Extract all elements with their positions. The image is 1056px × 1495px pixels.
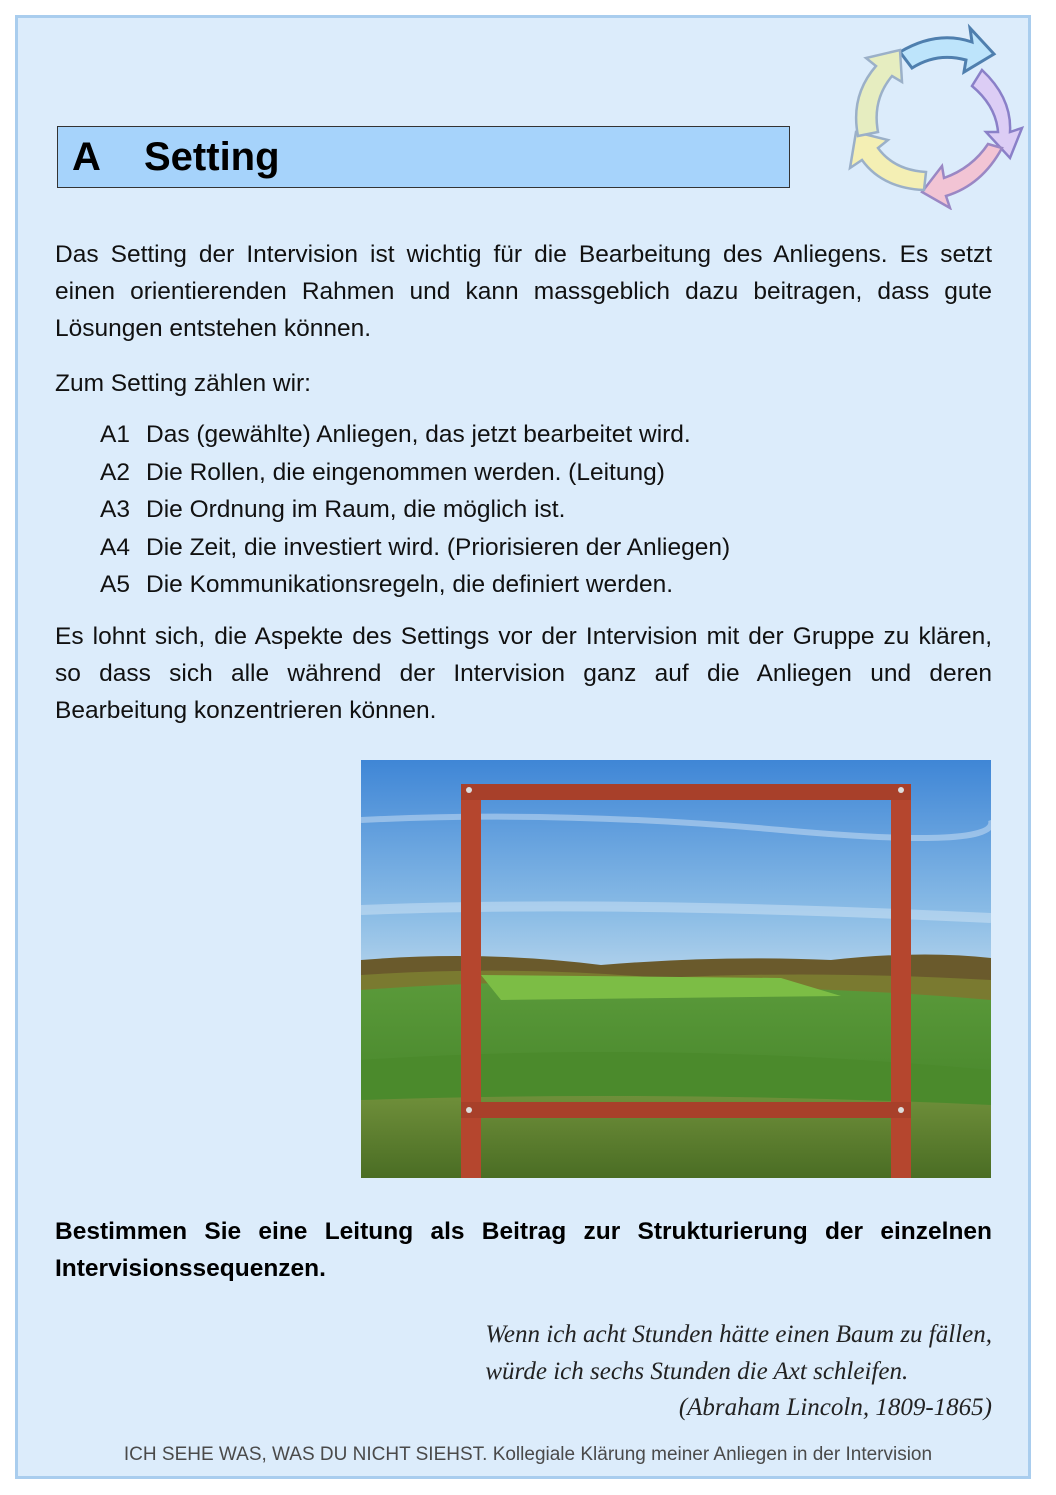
item-text: Die Ordnung im Raum, die möglich ist. [146, 496, 566, 523]
frame-landscape-photo [361, 760, 991, 1178]
item-text: Die Rollen, die eingenommen werden. (Leitung) [146, 458, 665, 486]
leadership-note: Bestimmen Sie eine Leitung als Beitrag zur Strukturierung der einzelnen Intervisionssequenzen. [55, 1218, 992, 1282]
intro-paragraph: Das Setting der Intervision ist wichtig für die Bearbeitung des Anliegens. Es setzt einen orientierenden Rahmen und kann massgeblich dazu beitragen, dass gute Lösungen entstehen können. [55, 241, 992, 342]
item-text: Die Kommunikationsregeln, die definiert werden. [146, 571, 674, 598]
lincoln-quote [485, 1317, 992, 1427]
section-heading [57, 126, 790, 188]
item-code: A5 [100, 571, 130, 598]
footer: ICH SEHE WAS, WAS DU NICHT SIEHST. Kollegiale Klärung meiner Anliegen in der Intervision [123, 1444, 933, 1465]
list-item [100, 566, 980, 604]
list-item [100, 454, 980, 492]
quote-attribution: (Abraham Lincoln, 1809-1865) [678, 1394, 992, 1421]
setting-list [100, 416, 980, 604]
item-code: A4 [100, 533, 130, 561]
outro-paragraph: Es lohnt sich, die Aspekte des Settings vor der Intervision mit der Gruppe zu klären, so dass sich alle während der Intervision ganz auf die Anliegen und deren Bearbeitung konzentrieren können. [55, 623, 992, 724]
landscape-illustration [361, 760, 991, 1178]
list-item [100, 491, 980, 529]
quote-line-2: würde ich sechs Stunden die Axt schleifen. [485, 1357, 909, 1385]
item-code: A1 [100, 421, 130, 448]
list-item [100, 529, 980, 567]
list-item [100, 416, 980, 454]
list-lead: Zum Setting zählen wir: [55, 370, 311, 397]
item-text: Die Zeit, die investiert wird. (Priorisieren der Anliegen) [146, 533, 731, 561]
item-code: A3 [100, 496, 130, 523]
cycle-arrows-icon [842, 20, 1032, 210]
item-text: Das (gewählte) Anliegen, das jetzt bearbeitet wird. [146, 421, 691, 448]
section-title: Setting [144, 134, 280, 179]
section-letter: A [72, 134, 101, 179]
item-code: A2 [100, 458, 130, 486]
quote-line-1: Wenn ich acht Stunden hätte einen Baum zu fällen, [485, 1321, 992, 1348]
